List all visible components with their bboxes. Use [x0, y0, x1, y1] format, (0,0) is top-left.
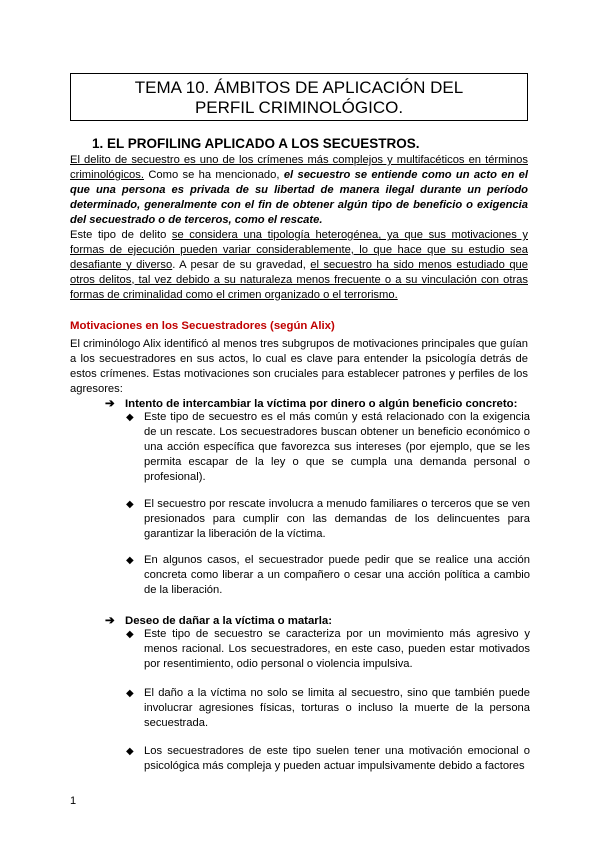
- arrow-icon: ➔: [105, 398, 115, 410]
- diamond-icon: ◆: [126, 746, 134, 757]
- diamond-icon: ◆: [126, 688, 134, 699]
- intro-paragraph: [70, 153, 528, 228]
- diamond-icon: ◆: [126, 629, 134, 640]
- group-2-label: ➔ Deseo de dañar a la víctima o matarla:: [105, 615, 333, 627]
- bullet-1-3: ◆ En algunos casos, el secuestrador puede pedir que se realice una acción concreta como liberar a un compañero o cesar una acción política a cambio de la liberación.: [126, 554, 530, 596]
- arrow-icon: ➔: [105, 615, 115, 627]
- intro-underlined: El delito de secuestro es uno de los crímenes más complejos y multifacéticos en términos criminológicos.: [70, 154, 528, 181]
- group-1-label: ➔ Intento de intercambiar la víctima por dinero o algún beneficio concreto:: [105, 398, 518, 410]
- intro-definition: el secuestro se entiende como un acto en el que una persona es privada de su libertad de manera ilegal durante un período determinado, generalmente con el fin de obtener algún tipo de beneficio o exigencia del secuestrado o de terceros, como el rescate.: [70, 168, 528, 226]
- page-number: 1: [70, 795, 77, 807]
- motivaciones-heading: Motivaciones en los Secuestradores (según Alix): [70, 320, 335, 332]
- diamond-icon: ◆: [126, 499, 134, 510]
- bullet-1-1: ◆ Este tipo de secuestro es el más común y está relacionado con la exigencia de un rescate. Los secuestradores buscan obtener un beneficio económico o una acción específica que favorezca sus intereses (por ejemplo, que se les permita escapar de la ley o que se cumpla una demanda personal o profesional).: [126, 411, 530, 483]
- title-line-2: PERFIL CRIMINOLÓGICO.: [194, 98, 404, 117]
- bullet-1-2: ◆ El secuestro por rescate involucra a menudo familiares o terceros que se ven presionados para cumplir con las demandas de los delincuentes para garantizar la liberación de la víctima.: [126, 498, 530, 540]
- section-heading: 1. EL PROFILING APLICADO A LOS SECUESTROS.: [92, 136, 420, 151]
- bullet-2-2: ◆ El daño a la víctima no solo se limita al secuestro, sino que también puede involucrar agresiones físicas, torturas o incluso la muerte de la persona secuestrada.: [126, 687, 530, 729]
- typology-text-b: se considera una tipología heterogénea, ya que sus motivaciones y formas de ejecución pueden variar considerablemente, lo que hace que su estudio sea desafiante y diverso: [70, 229, 528, 271]
- diamond-icon: ◆: [126, 555, 134, 566]
- motivaciones-intro: El criminólogo Alix identificó al menos tres subgrupos de motivaciones principales que guían a los secuestradores en sus actos, lo cual es clave para entender la psicología detrás de estos crímenes. Estas motivaciones son cruciales para establecer patrones y perfiles de los agresores:: [70, 338, 528, 395]
- bullet-2-1: ◆ Este tipo de secuestro se caracteriza por un movimiento más agresivo y menos racional. Los secuestradores, en este caso, pueden estar motivados por resentimiento, odio personal o violencia impulsiva.: [126, 628, 530, 670]
- intro-plain: Como se ha mencionado,: [144, 168, 284, 181]
- typology-text-a: Este tipo de delito: [70, 229, 172, 241]
- title-line-1: TEMA 10. ÁMBITOS DE APLICACIÓN DEL: [134, 78, 464, 97]
- typology-text-c: . A pesar de su gravedad,: [172, 258, 311, 271]
- typology-paragraph: [70, 228, 528, 303]
- bullet-2-3: ◆ Los secuestradores de este tipo suelen tener una motivación emocional o psicológica más compleja y pueden actuar impulsivamente debido a factores: [126, 745, 530, 772]
- title-box: [70, 73, 528, 121]
- typology-text-d: el secuestro ha sido menos estudiado que otros delitos, tal vez debido a su naturaleza menos frecuente o a su vinculación con otras formas de criminalidad como el crimen organizado o el terrorismo.: [70, 258, 528, 301]
- diamond-icon: ◆: [126, 412, 134, 423]
